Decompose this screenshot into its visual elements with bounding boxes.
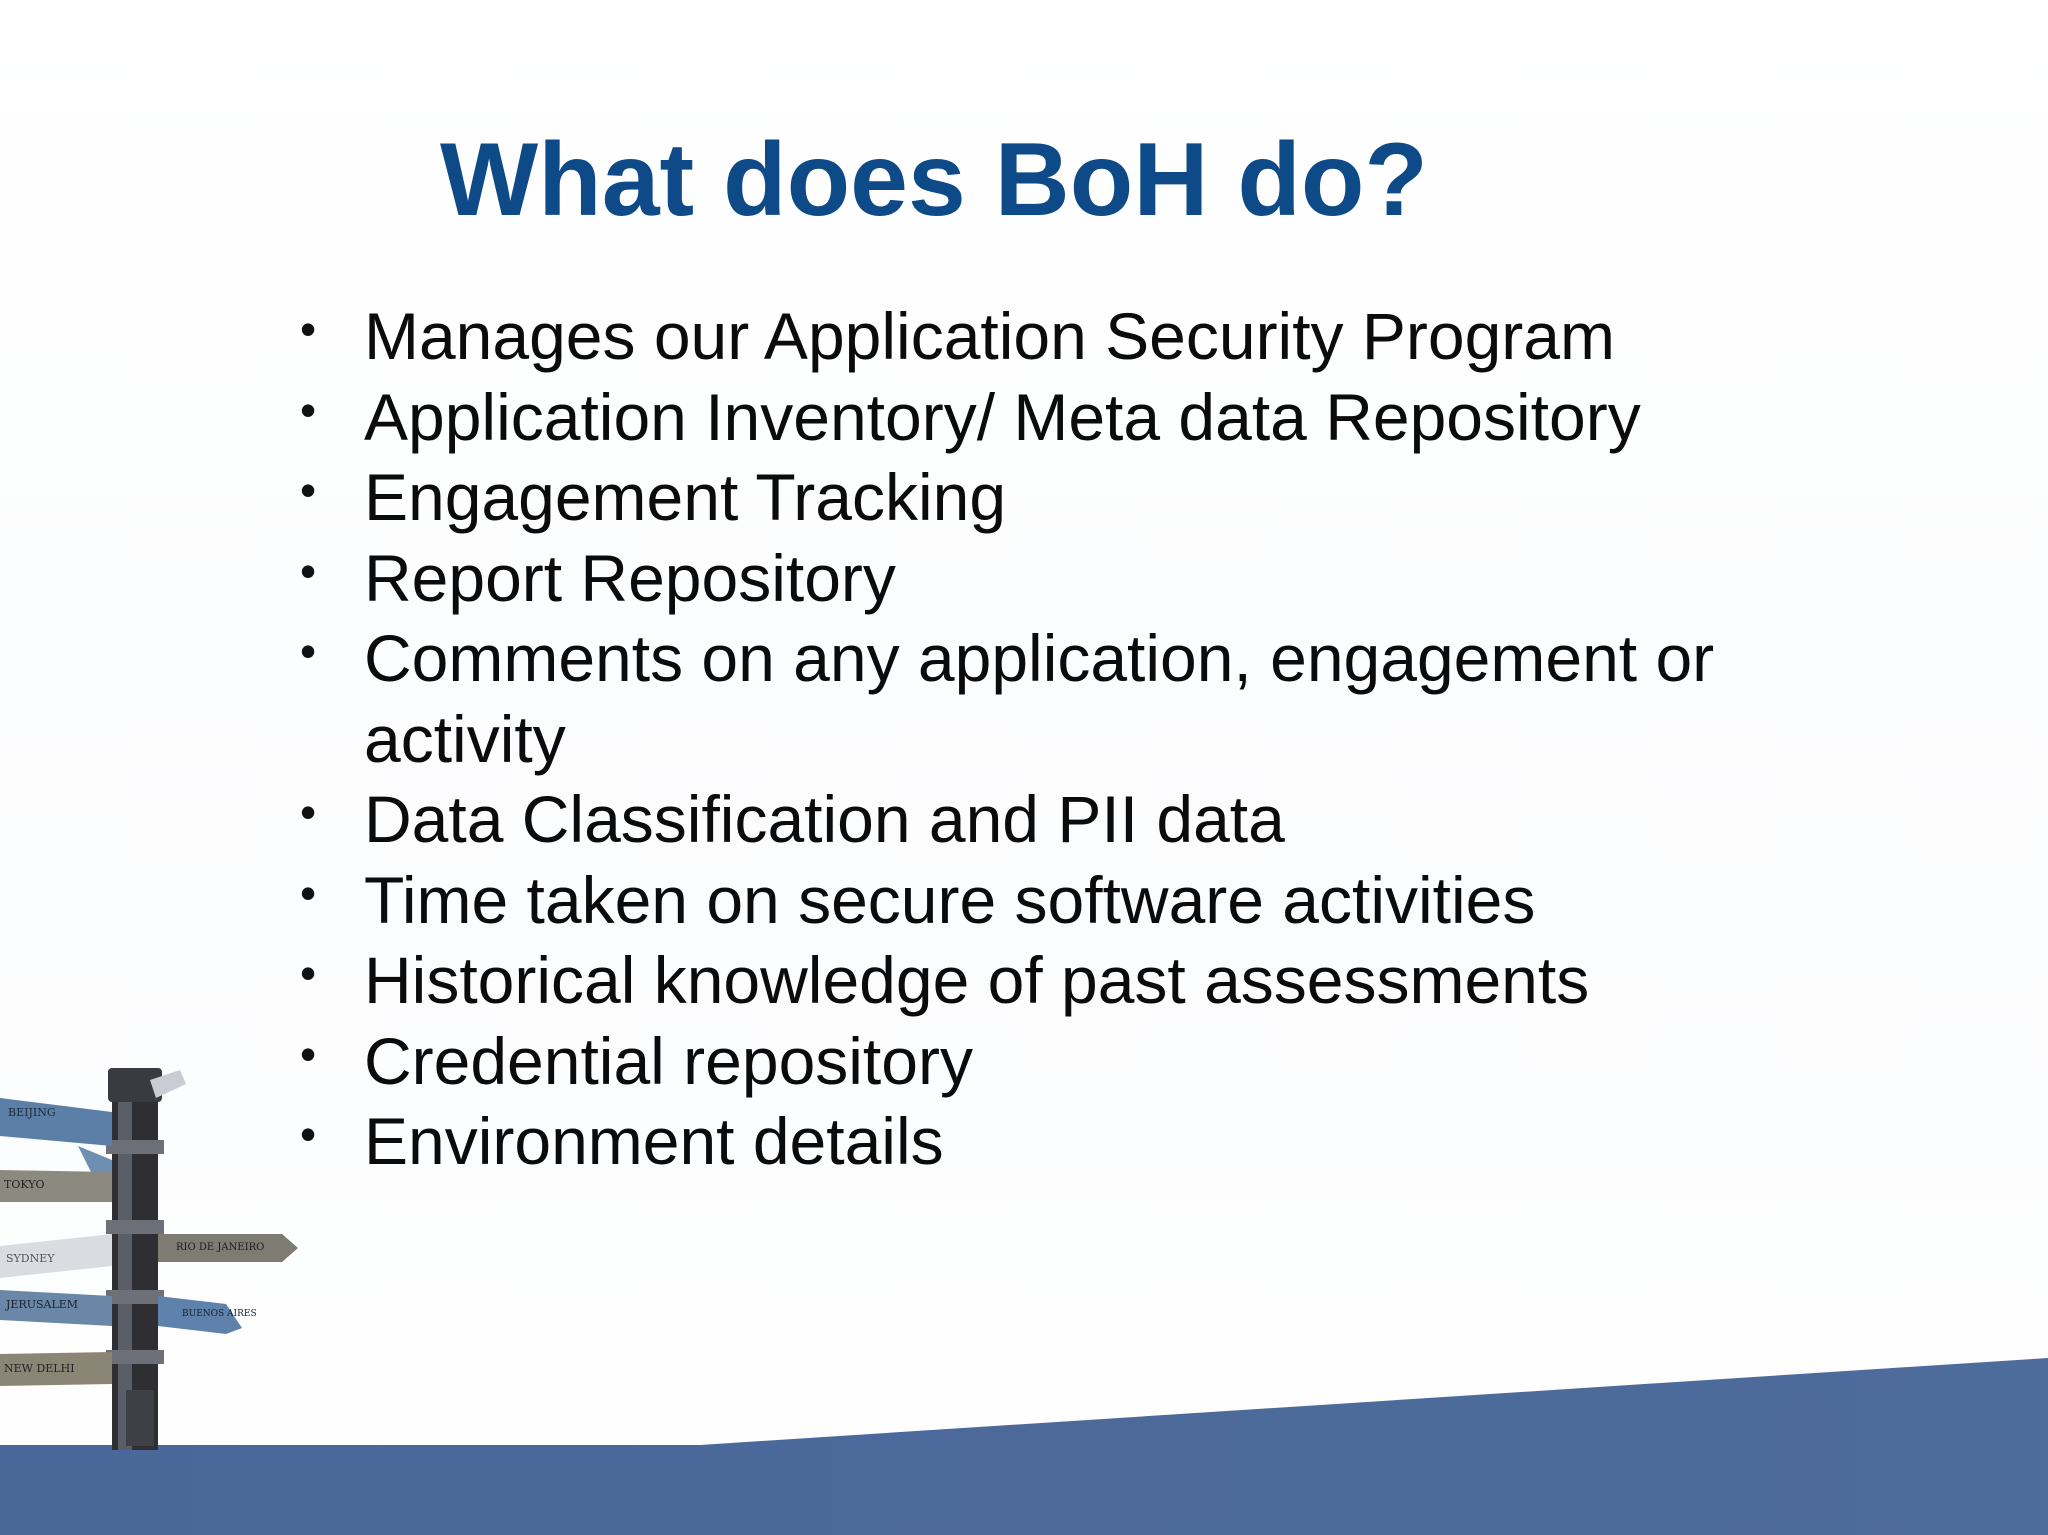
list-item bbox=[300, 538, 1740, 619]
list-item-text: Time taken on secure software activities bbox=[364, 862, 1536, 937]
list-item-text: Data Classification and PII data bbox=[364, 782, 1285, 856]
list-item-text: Comments on any application, engagement or activity bbox=[364, 621, 1715, 776]
bullet-icon: • bbox=[300, 383, 317, 436]
slide-title: What does BoH do? bbox=[440, 122, 1428, 238]
list-item-text: Historical knowledge of past assessments bbox=[364, 943, 1590, 1017]
sign-new-delhi bbox=[0, 1352, 112, 1386]
bullet-icon: • bbox=[300, 544, 317, 597]
sign-buenos-aires bbox=[158, 1296, 257, 1334]
bullet-list bbox=[300, 296, 1740, 1182]
list-item bbox=[300, 457, 1740, 538]
svg-text:TOKYO: TOKYO bbox=[4, 1178, 45, 1191]
bullet-icon: • bbox=[300, 866, 317, 919]
sign-tokyo bbox=[0, 1170, 112, 1202]
svg-text:RIO DE JANEIRO: RIO DE JANEIRO bbox=[176, 1242, 265, 1253]
list-item-text: Application Inventory/ Meta data Repository bbox=[364, 379, 1641, 454]
bullet-icon: • bbox=[300, 947, 317, 999]
sign-rio bbox=[158, 1234, 298, 1262]
list-item bbox=[300, 1021, 1740, 1102]
svg-text:BUENOS AIRES: BUENOS AIRES bbox=[182, 1309, 257, 1319]
svg-text:SYDNEY: SYDNEY bbox=[6, 1252, 55, 1265]
list-item-text: Report Repository bbox=[364, 540, 896, 615]
list-item-text: Manages our Application Security Program bbox=[364, 299, 1615, 373]
list-item bbox=[300, 377, 1740, 458]
svg-text:NEW DELHI: NEW DELHI bbox=[4, 1362, 75, 1375]
bullet-icon: • bbox=[300, 1108, 317, 1160]
list-item bbox=[300, 1101, 1740, 1182]
svg-text:JERUSALEM: JERUSALEM bbox=[6, 1298, 79, 1311]
list-item bbox=[300, 860, 1740, 941]
list-item-text: Environment details bbox=[364, 1104, 944, 1178]
list-item bbox=[300, 296, 1740, 377]
bullet-icon: • bbox=[300, 625, 317, 677]
list-item bbox=[300, 779, 1740, 860]
sign-beijing bbox=[0, 1098, 112, 1146]
list-item bbox=[300, 618, 1740, 779]
list-item-text: Engagement Tracking bbox=[364, 460, 1007, 534]
bullet-icon: • bbox=[300, 303, 317, 355]
list-item bbox=[300, 940, 1740, 1021]
bullet-icon: • bbox=[300, 786, 317, 838]
signpost-image bbox=[0, 1050, 310, 1450]
list-item-text: Credential repository bbox=[364, 1023, 973, 1098]
sign-sydney bbox=[0, 1234, 112, 1278]
sign-jerusalem bbox=[0, 1290, 112, 1326]
svg-text:BEIJING: BEIJING bbox=[8, 1106, 56, 1119]
bullet-icon: • bbox=[300, 1027, 317, 1080]
bullet-icon: • bbox=[300, 464, 317, 516]
